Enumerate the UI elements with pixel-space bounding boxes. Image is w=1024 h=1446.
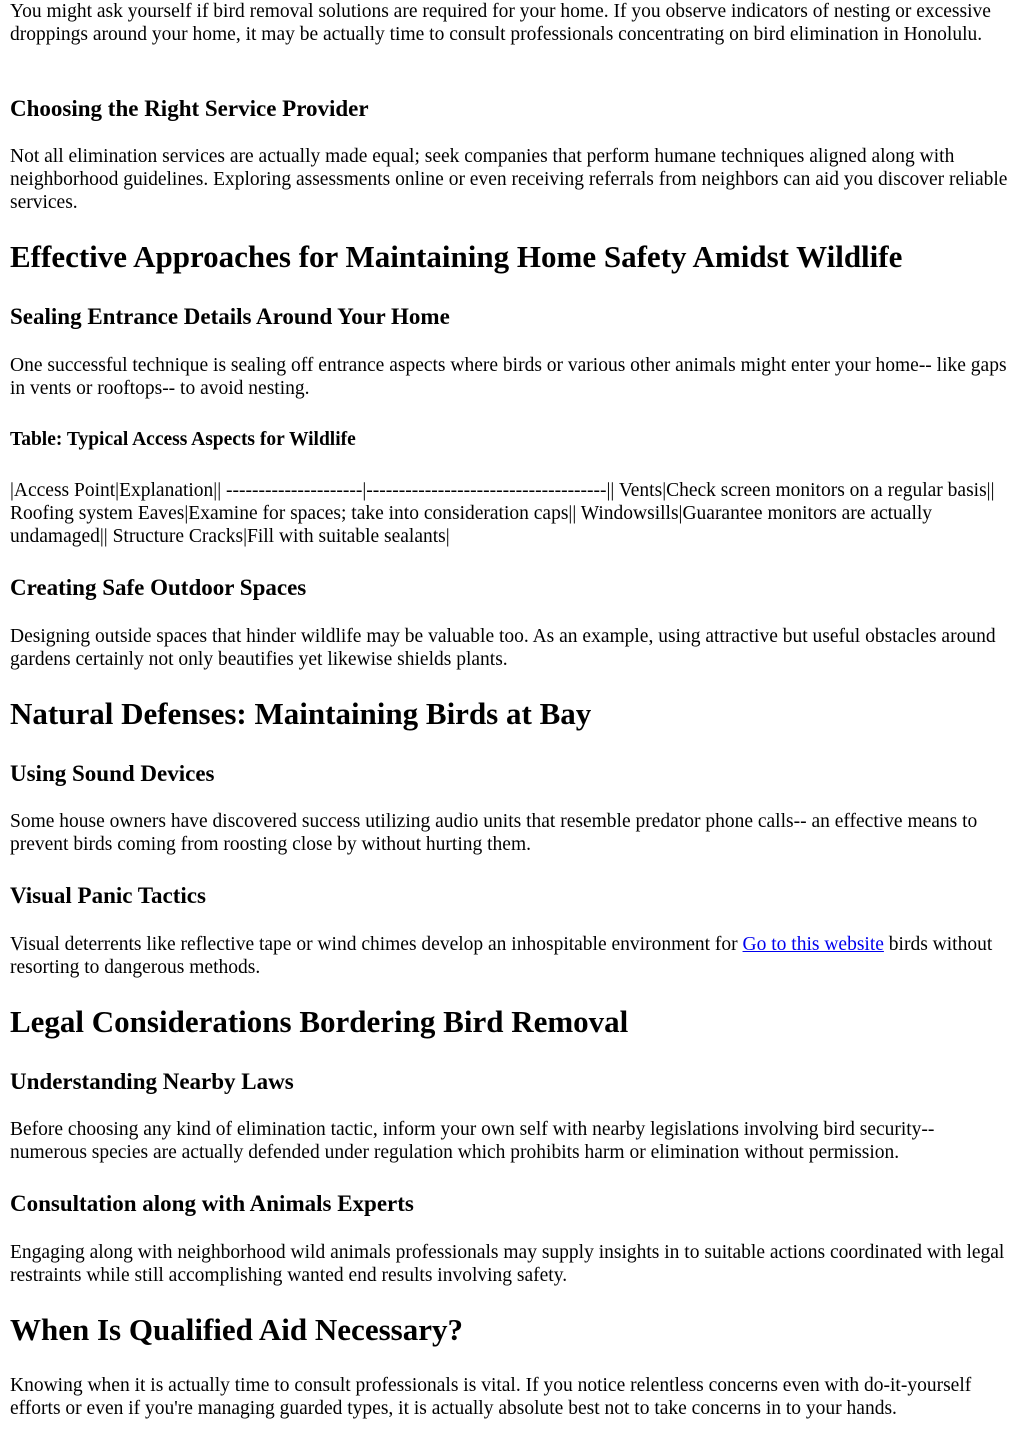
outdoor-paragraph: Designing outside spaces that hinder wildlife may be valuable too. As an example, using attractive but useful obstacles around gardens certainly not only beautifies yet likewise shields plants. (10, 626, 996, 670)
natural-heading: Natural Defenses: Maintaining Birds at Bay (10, 696, 592, 731)
choosing-paragraph: Not all elimination services are actually made equal; seek companies that perform humane techniques aligned along with neighborhood guidelines. Exploring assessments online or even receiving referrals from neighbors can aid you discover reliable services. (10, 146, 1008, 213)
visual-paragraph-text-before: Visual deterrents like reflective tape or wind chimes develop an inhospitable environment for (10, 934, 743, 955)
choosing-heading: Choosing the Right Service Provider (10, 96, 369, 121)
intro-paragraph: You might ask yourself if bird removal solutions are required for your home. If you observe indicators of nesting or excessive droppings around your home, it may be actually time to consult professionals concentrating on bird elimination in Honolulu. (10, 1, 991, 45)
consult-paragraph: Engaging along with neighborhood wild animals professionals may supply insights in to suitable actions coordinated with legal restraints while still accomplishing wanted end results involving safety. (10, 1242, 1005, 1286)
effective-heading: Effective Approaches for Maintaining Home Safety Amidst Wildlife (10, 239, 903, 274)
sealing-heading: Sealing Entrance Details Around Your Home (10, 304, 450, 329)
legal-heading: Legal Considerations Bordering Bird Removal (10, 1004, 629, 1039)
laws-heading: Understanding Nearby Laws (10, 1069, 294, 1094)
qualified-heading: When Is Qualified Aid Necessary? (10, 1312, 463, 1347)
consult-heading: Consultation along with Animals Experts (10, 1191, 414, 1216)
sealing-paragraph: One successful technique is sealing off entrance aspects where birds or various other animals might enter your home-- like gaps in vents or rooftops-- to avoid nesting. (10, 355, 1007, 399)
table-raw-text: |Access Point|Explanation|| ---------------------|-------------------------------------|| Vents|Check screen monitors on a regular basis|| Roofing system Eaves|Examine for spaces; take into consideration caps|| Windowsills|Guarantee monitors are actually undamaged|| Structure Cracks|Fill with suitable sealants| (10, 480, 995, 547)
visual-paragraph-text-after: birds without resorting to dangerous methods. (10, 934, 993, 978)
visual-paragraph (10, 933, 1014, 979)
qualified-paragraph: Knowing when it is actually time to consult professionals is vital. If you notice relentless concerns even with do-it-yourself efforts or even if you're managing guarded types, it is actually absolute best not to take concerns in to your hands. (10, 1375, 972, 1419)
sound-heading: Using Sound Devices (10, 761, 215, 786)
table-heading: Table: Typical Access Aspects for Wildlife (10, 429, 356, 450)
sound-paragraph: Some house owners have discovered success utilizing audio units that resemble predator phone calls-- an effective means to prevent birds coming from roosting close by without hurting them. (10, 811, 978, 855)
go-to-website-link[interactable]: Go to this website (742, 934, 884, 955)
visual-heading: Visual Panic Tactics (10, 883, 206, 908)
outdoor-heading: Creating Safe Outdoor Spaces (10, 575, 307, 600)
laws-paragraph: Before choosing any kind of elimination tactic, inform your own self with nearby legislations involving bird security-- numerous species are actually defended under regulation which prohibits harm or elimination without permission. (10, 1119, 935, 1163)
